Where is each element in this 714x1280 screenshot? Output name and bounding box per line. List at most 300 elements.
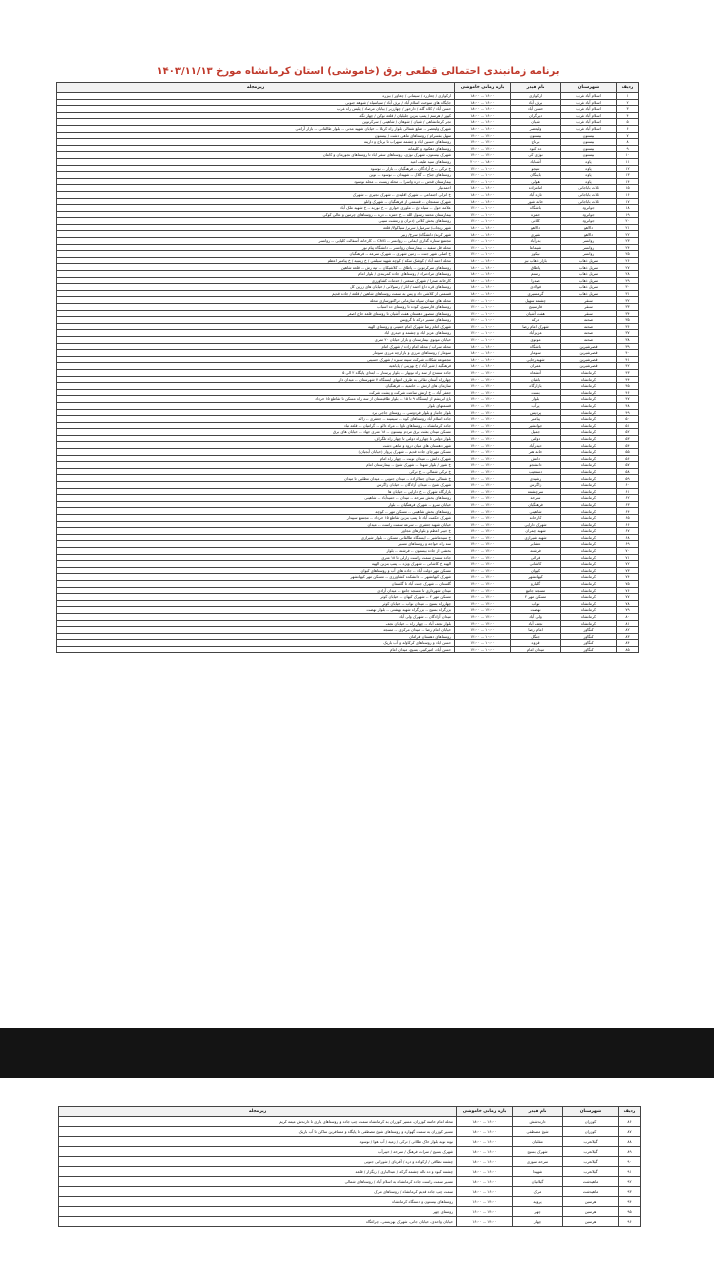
cell-time: ۱۲:۰۰ -- ۱۴:۰۰ (455, 501, 511, 508)
cell-idx: ۸۵ (617, 646, 639, 653)
cell-idx: ۱۲ (617, 165, 639, 172)
cell-feeder: باینگان (511, 172, 561, 179)
cell-region: کارخانه صدرا / شهرک صنعتی / خدمات کشاورزی (57, 277, 455, 284)
cell-time: ۱۲:۰۰ -- ۱۴:۰۰ (455, 600, 511, 607)
cell-time: ۱۶:۰۰ -- ۱۸:۰۰ (455, 119, 511, 126)
cell-county: سرپل ذهاب (561, 257, 617, 264)
cell-time: ۱۶:۰۰ -- ۱۸:۰۰ (455, 112, 511, 119)
cell-region: محله های میدان سپاه سازمانی تراکتورسازی محله (57, 297, 455, 304)
cell-idx: ۵۸ (617, 468, 639, 475)
cell-county: صحنه (561, 330, 617, 337)
cell-region: جاده کرمانشاه -- روستاهای ناوا -- مراد دالو -- گرامیان -- قلعه تباد (57, 422, 455, 429)
cell-county: کرمانشاه (561, 620, 617, 627)
cell-region: چهارراه آستان تقائی به طرف انتهای ایستگاه ۷ شهرستان -- میدان دار (57, 376, 455, 383)
cell-idx: ۸۳ (617, 633, 639, 640)
cell-time: ۱۲:۰۰ -- ۱۴:۰۰ (455, 528, 511, 535)
cell-idx: ۸۲ (617, 627, 639, 634)
cell-county: روانسر (561, 251, 617, 258)
cell-region: چشمه نطاقی / ارکواده و دره / آفرتای / شورابی جنوبی (59, 1157, 457, 1167)
cell-time: ۱۲:۰۰ -- ۱۴:۰۰ (455, 416, 511, 423)
cell-idx: ۵۵ (617, 449, 639, 456)
cell-feeder: سومار (511, 350, 561, 357)
cell-region: محله امام خامنه کوزران، مسیر کوزران به کرمانشاه سمت چپ جاده و روستاهای یاری تا دارندش میمه کریم (59, 1117, 457, 1127)
cell-county: سنقر (561, 310, 617, 317)
cell-region: خ سیدماشیر -- ایستگاه طالقانی مسکن -- بلوار شیرازی (57, 534, 455, 541)
cell-time: ۱۰:۰۰ -- ۱۲:۰۰ (455, 244, 511, 251)
cell-time: ۱۰:۰۰ -- ۱۲:۰۰ (455, 323, 511, 330)
cell-region: بلوار دولتی تا چهارراه دولتی تا چهار راه تلگراف (57, 435, 455, 442)
cell-county: صحنه (561, 336, 617, 343)
cell-time: ۱۰:۰۰ -- ۱۲:۰۰ (455, 627, 511, 634)
cell-time: ۱۲:۰۰ -- ۱۴:۰۰ (455, 402, 511, 409)
cell-idx: ۴۸ (617, 402, 639, 409)
cell-idx: ۸۴ (617, 640, 639, 647)
table-row (57, 185, 639, 192)
cell-county: کرمانشاه (561, 468, 617, 475)
cell-feeder: رستم (511, 271, 561, 278)
cell-feeder: کاشانی (511, 561, 561, 568)
cell-county: پاوه (561, 165, 617, 172)
cell-region: روستاهای بخش شاهینی -- مسکن مهر -- کوچه (57, 508, 455, 515)
table-row (57, 409, 639, 416)
cell-time: ۱۲:۰۰ -- ۱۴:۰۰ (455, 389, 511, 396)
cell-idx: ۷ (617, 132, 639, 139)
table-row (59, 1207, 641, 1217)
cell-region: قسمتی از کلاشی داد و پس به سمت روستاهای شاهین / قلعه / جاده قدیم (57, 290, 455, 297)
cell-idx: ۹۲ (619, 1177, 641, 1187)
table-row (57, 152, 639, 159)
cell-idx: ۲۴ (617, 244, 639, 251)
cell-region: میدان آزادگان -- شهرک ولی آباد (57, 613, 455, 620)
cell-feeder: درکه (511, 317, 561, 324)
table-row (57, 145, 639, 152)
cell-county: ماهیدشت (563, 1177, 619, 1187)
cell-feeder: شیان (511, 119, 561, 126)
cell-time: ۱۲:۰۰ -- ۱۴:۰۰ (455, 488, 511, 495)
cell-county: اسلام آباد غرب (561, 99, 617, 106)
cell-idx: ۲۳ (617, 238, 639, 245)
cell-region: مجموعه شکلات شرکت سپنه سبزه / شهرک حسینی (57, 356, 455, 363)
cell-region: مسیر کوزران به سمت گهواره و روستاهای شیخ مصطفی تا پایگاه و مسافرین ساکن تا آب باریک (59, 1127, 457, 1137)
cell-feeder: نهضت (511, 607, 561, 614)
cell-time: ۱۰:۰۰ -- ۱۲:۰۰ (455, 165, 511, 172)
cell-idx: ۳۳ (617, 304, 639, 311)
cell-idx: ۲۰ (617, 218, 639, 225)
cell-idx: ۸۹ (619, 1147, 641, 1157)
cell-region: حسن اباد و روستاهای کرکاوله و آب باریک (57, 640, 455, 647)
cell-feeder: بیستون (511, 132, 561, 139)
cell-region: قسمتهای بلوار (57, 402, 455, 409)
cell-idx: ۳۴ (617, 310, 639, 317)
cell-time: ۱۰:۰۰ -- ۱۲:۰۰ (455, 238, 511, 245)
cell-region: شهرک شیخ -- میدان آزادگان -- خیابان زاگرس (57, 482, 455, 489)
table-row (57, 607, 639, 614)
cell-idx: ۴۳ (617, 369, 639, 376)
cell-region: میدان شهرداری تا مسجد جامع -- میدان آزادی (57, 587, 455, 594)
cell-feeder: فرشته (511, 547, 561, 554)
cell-county: سرپل ذهاب (561, 277, 617, 284)
table-row (57, 271, 639, 278)
cell-county: بیستون (561, 139, 617, 146)
cell-county: کرمانشاه (561, 475, 617, 482)
cell-feeder: جنگل (511, 633, 561, 640)
cell-time: ۱۶:۰۰ -- ۱۸:۰۰ (455, 350, 511, 357)
table-row (57, 389, 639, 396)
cell-county: قصرشیرین (561, 363, 617, 370)
cell-county: بیستون (561, 132, 617, 139)
cell-feeder: مسجد جامع (511, 587, 561, 594)
cell-region: خیابان شهید جعفری -- سرعه سمت راست -- میدان (57, 521, 455, 528)
cell-region: جاده سنندج سمت راست زارلی تا ۱۸ متری (57, 554, 455, 561)
table-header-row (57, 83, 639, 93)
cell-feeder: کیهانشهر (511, 574, 561, 581)
cell-county: اسلام آباد غرب (561, 112, 617, 119)
cell-county: گیلانغرب (563, 1157, 619, 1167)
cell-region: مسکن مهرچای جاده قدیم -- شهرک پرواز (خیابان آبجیان) (57, 449, 455, 456)
cell-region: علامه حول -- سیاه تخ -- ملوری خواری -- خ نوربه -- خ شهید ملک آباد (57, 205, 455, 212)
table-row (59, 1117, 641, 1127)
cell-idx: ۱۴ (617, 178, 639, 185)
cell-region: روستاهای سید طیف امید (57, 158, 455, 165)
cell-feeder: حیدرآباد (511, 442, 561, 449)
cell-feeder: شهرک دارایی (511, 521, 561, 528)
cell-time: ۱۶:۰۰ -- ۱۸:۰۰ (457, 1137, 513, 1147)
cell-region: خ شمالی میدان جمالزاده -- میدان جنوبی -- میدان مطلبی تا میدان (57, 475, 455, 482)
cell-region: روستاهای جناح -- گلال -- شهیدان -- نوسود -- نوین (57, 172, 455, 179)
cell-county: کنگاور (561, 633, 617, 640)
cell-time: ۱۶:۰۰ -- ۱۸:۰۰ (455, 363, 511, 370)
cell-county: کرمانشاه (561, 607, 617, 614)
cell-time: ۱۰:۰۰ -- ۱۲:۰۰ (455, 172, 511, 179)
cell-feeder: آشناباد (511, 158, 561, 165)
cell-feeder: عزیزآباد (511, 330, 561, 337)
cell-region: روستاهای منصور دهستان هفت آشیان تا روستای قلعه حاج اصغر (57, 310, 455, 317)
cell-region: باغ ابریشم از ایستگاه ۹ تا ۱۵ -- بلوار طاقبستان از سه راه مسکن تا تقاطع ۱۵ خرداد (57, 396, 455, 403)
table-row (57, 396, 639, 403)
cell-time: ۱۲:۰۰ -- ۱۴:۰۰ (455, 442, 511, 449)
cell-idx: ۲۵ (617, 251, 639, 258)
cell-idx: ۴۱ (617, 356, 639, 363)
cell-region: روستاهای حسین اباد و چشمه سهراب تا برناج و دارینه (57, 139, 455, 146)
cell-region: سه راه خواجه و روستاهای مسیر (57, 541, 455, 548)
cell-feeder: مرک (513, 1187, 563, 1197)
cell-region: احمدنیاز (57, 185, 455, 192)
cell-time: ۱۰:۰۰ -- ۱۲:۰۰ (455, 251, 511, 258)
table-row (57, 600, 639, 607)
cell-region: بزرگراه بسیج -- بزرگراه شهید بهشتی -- بلوار نهضت (57, 607, 455, 614)
cell-time: ۱۶:۰۰ -- ۱۸:۰۰ (457, 1187, 513, 1197)
cell-feeder: کیوان (511, 567, 561, 574)
table-row (57, 528, 639, 535)
cell-time: ۱۶:۰۰ -- ۱۸:۰۰ (455, 343, 511, 350)
header-time: بازه زمانی خاموشی (455, 83, 511, 93)
cell-time: ۱۲:۰۰ -- ۱۴:۰۰ (455, 468, 511, 475)
cell-county: بیستون (561, 152, 617, 159)
table-row (57, 99, 639, 106)
cell-idx: ۷۸ (617, 600, 639, 607)
cell-region: بیمارستان قدس -- دره واسرا -- محله زیست -- محله نوسود (57, 178, 455, 185)
table-row (59, 1187, 641, 1197)
table-row (59, 1197, 641, 1207)
cell-region: خیابان واحدی، خیابان جانی، شهرک بهزیستی، چراغگاه (59, 1217, 457, 1227)
cell-idx: ۴۶ (617, 389, 639, 396)
cell-county: گیلانغرب (563, 1167, 619, 1177)
cell-idx: ۸ (617, 139, 639, 146)
cell-idx: ۶۹ (617, 541, 639, 548)
cell-feeder: پردیس (511, 409, 561, 416)
table-row (57, 343, 639, 350)
cell-county: قصرشیرین (561, 356, 617, 363)
cell-county: دالاهو (561, 231, 617, 238)
cell-county: کرمانشاه (561, 547, 617, 554)
table-row (57, 304, 639, 311)
cell-time: ۱۲:۰۰ -- ۱۴:۰۰ (455, 594, 511, 601)
cell-region: جاده اسلام آباد روستاهای کوه -- سیمینه -- جعفری -- زاله (57, 416, 455, 423)
cell-region: روستاهای بیستون و دستگاه کرمانشاه (59, 1197, 457, 1207)
cell-county: کرمانشاه (561, 495, 617, 502)
table-row (57, 277, 639, 284)
table-row (57, 580, 639, 587)
cell-idx: ۹۵ (619, 1207, 641, 1217)
cell-region: بلوار جانباز و بلوار فردوسی -- روستای جاجی برد (57, 409, 455, 416)
cell-time: ۱۲:۰۰ -- ۱۴:۰۰ (455, 462, 511, 469)
cell-time: ۱۶:۰۰ -- ۱۸:۰۰ (457, 1117, 513, 1127)
document-page-2 (0, 1078, 714, 1280)
cell-time: ۱۲:۰۰ -- ۱۴:۰۰ (455, 580, 511, 587)
cell-idx: ۲۷ (617, 264, 639, 271)
table-row (57, 561, 639, 568)
cell-time: ۱۲:۰۰ -- ۱۴:۰۰ (455, 587, 511, 594)
cell-time: ۱۲:۰۰ -- ۱۴:۰۰ (455, 620, 511, 627)
cell-county: کرمانشاه (561, 580, 617, 587)
cell-region: محله احمد آباد / کوشک سکه / کوچه شهید سیلمی / خ زینبیه / خ پیامبر اعظم (57, 257, 455, 264)
cell-county: کرمانشاه (561, 376, 617, 383)
cell-county: اسلام آباد غرب (561, 93, 617, 100)
cell-idx: ۸۷ (619, 1127, 641, 1137)
cell-feeder: ولیعصر (511, 125, 561, 132)
cell-region: تجر کرمانشاهی / شیان / شوهان / شاهینی / سرکرتوین (57, 119, 455, 126)
cell-feeder: سرچشمه (511, 488, 561, 495)
table-row (59, 1137, 641, 1147)
cell-county: کرمانشاه (561, 396, 617, 403)
cell-county: قصرشیرین (561, 350, 617, 357)
cell-county: کرمانشاه (561, 600, 617, 607)
cell-feeder: شهرک بسیج (513, 1147, 563, 1157)
cell-region: خ شور / بلوار شهدا -- شهرک شیخ -- بیمارستان امام (57, 462, 455, 469)
cell-idx: ۹۱ (619, 1167, 641, 1177)
cell-county: هرسین (563, 1207, 619, 1217)
cell-region: شهرک بسیج / سرات فرهنگ / سرخه / خیبرآب (59, 1147, 457, 1157)
table-row (57, 646, 639, 653)
table-row (57, 191, 639, 198)
cell-time: ۱۶:۰۰ -- ۱۸:۰۰ (455, 93, 511, 100)
cell-county: کرمانشاه (561, 442, 617, 449)
cell-idx: ۸۰ (617, 613, 639, 620)
cell-county: جوانرود (561, 205, 617, 212)
cell-idx: ۵۲ (617, 429, 639, 436)
cell-county: کرمانشاه (561, 455, 617, 462)
cell-time: ۱۲:۰۰ -- ۱۴:۰۰ (455, 369, 511, 376)
cell-feeder: رشیدی (511, 475, 561, 482)
cell-region: کیور / هرسم / پمپ بنزین جلیلیان / قلعه نوکن / چهار نگه (57, 112, 455, 119)
table-row (57, 218, 639, 225)
table-row (57, 132, 639, 139)
header-feeder: نام فیدر (513, 1107, 563, 1117)
cell-idx: ۷۳ (617, 567, 639, 574)
cell-county: سرپل ذهاب (561, 284, 617, 291)
cell-time: ۱۶:۰۰ -- ۱۸:۰۰ (455, 125, 511, 132)
cell-county: قصرشیرین (561, 343, 617, 350)
table-row (57, 158, 639, 165)
cell-feeder: قرائی (511, 554, 561, 561)
cell-county: بیستون (561, 145, 617, 152)
cell-time: ۱۰:۰۰ -- ۱۲:۰۰ (455, 218, 511, 225)
cell-county: اسلام آباد غرب (561, 119, 617, 126)
cell-time: ۱۶:۰۰ -- ۱۸:۰۰ (457, 1167, 513, 1177)
cell-idx: ۱۰ (617, 152, 639, 159)
cell-time: ۱۶:۰۰ -- ۱۸:۰۰ (455, 284, 511, 291)
cell-time: ۱۲:۰۰ -- ۱۴:۰۰ (455, 435, 511, 442)
cell-county: کرمانشاه (561, 422, 617, 429)
cell-region: خیابان امام رضا -- میدان مرکزی -- مسجد (57, 627, 455, 634)
header-region: زیرمجله (59, 1107, 457, 1117)
table-row (59, 1147, 641, 1157)
cell-county: کرمانشاه (561, 561, 617, 568)
cell-region: سازمان های ارتش -- خاتمیه -- فرهنگیان (57, 383, 455, 390)
cell-idx: ۲۶ (617, 257, 639, 264)
cell-feeder: دولتی (511, 435, 561, 442)
cell-time: ۱۴:۰۰ -- ۱۶:۰۰ (457, 1207, 513, 1217)
table-row (57, 231, 639, 238)
cell-idx: ۸۸ (619, 1137, 641, 1147)
table-row (57, 251, 639, 258)
cell-feeder: حسن آباد (511, 106, 561, 113)
cell-region: روستاهای عزیز اباد و چشمه و حیدری اباد (57, 330, 455, 337)
cell-idx: ۱۷ (617, 198, 639, 205)
cell-county: کرمانشاه (561, 383, 617, 390)
cell-county: کرمانشاه (561, 567, 617, 574)
cell-time: ۱۰:۰۰ -- ۱۲:۰۰ (455, 205, 511, 212)
table-row (59, 1177, 641, 1187)
table-row (57, 139, 639, 146)
table-row (57, 297, 639, 304)
cell-region: مسکن مهر دولت آباد -- جاده های آب و روستاهای کیوان (57, 567, 455, 574)
cell-region: شهر کرند/ دانشگاه/ سرخ/ زبیر (57, 231, 455, 238)
cell-county: پاوه (561, 172, 617, 179)
cell-feeder: مسکن مهر ۲ (511, 594, 561, 601)
cell-region: خیابان سرو -- شهرک فرهنگیان -- بلوار (57, 501, 455, 508)
cell-idx: ۵۳ (617, 435, 639, 442)
cell-time: ۱۶:۰۰ -- ۱۸:۰۰ (455, 231, 511, 238)
cell-idx: ۴۰ (617, 350, 639, 357)
cell-idx: ۳۶ (617, 323, 639, 330)
cell-time: ۱۲:۰۰ -- ۱۴:۰۰ (455, 547, 511, 554)
cell-region: مسیر سمت راست جاده کرمانشاه به اسلام آباد / روستاهای شمالی (59, 1177, 457, 1187)
cell-feeder: دارندشش (513, 1117, 563, 1127)
header-feeder: نام فیدر (511, 83, 561, 93)
cell-idx: ۹۰ (619, 1157, 641, 1167)
cell-county: کرمانشاه (561, 574, 617, 581)
table-row (57, 93, 639, 100)
cell-idx: ۹۶ (619, 1217, 641, 1227)
cell-region: شهرک سمنجان -- قسمتی از فرهنگیان -- شهرک وانلو (57, 198, 455, 205)
table-row (59, 1157, 641, 1167)
cell-feeder: خانه شور (511, 198, 561, 205)
document-title: برنامه زمانبندی احتمالی قطعی برق (خاموشی) استان کرمانشاه مورخ ۱۴۰۳/۱۱/۱۳ (156, 66, 560, 77)
cell-feeder: چهر (513, 1207, 563, 1217)
cell-feeder: فارسینج (511, 304, 561, 311)
cell-idx: ۳۹ (617, 343, 639, 350)
cell-region: محله قل سفید -- بیمارستان روانسر -- دانشگاه پیام نور (57, 244, 455, 251)
table-row (57, 205, 639, 212)
cell-region: شهرک حکمت آباد تا پمپ بنزین تقاطع ۱۵ خرداد -- مجتمع سپیدار (57, 515, 455, 522)
cell-region: مجتمع ستاره گذاری ایمانی -- روانسر -- CNG -- کارخانه آسفالت کلیایی -- روانسر (57, 238, 455, 245)
cell-region: روستاهای بخش سرخه -- میدان -- حمیدآباد -- شاهینی (57, 495, 455, 502)
cell-time: ۱۲:۰۰ -- ۱۴:۰۰ (455, 383, 511, 390)
table-row (57, 119, 639, 126)
table-row (57, 627, 639, 634)
cell-idx: ۱۳ (617, 172, 639, 179)
cell-time: ۱۲:۰۰ -- ۱۴:۰۰ (455, 607, 511, 614)
cell-region: جایگاه های سوخت اسلام آباد / برف آباد / سیاسیاه / شوهه جنوبی (57, 99, 455, 106)
schedule-table-body (57, 93, 639, 653)
cell-county: کرمانشاه (561, 613, 617, 620)
cell-feeder: بازارگاه (511, 383, 561, 390)
cell-idx: ۶ (617, 125, 639, 132)
cell-feeder: تازه آباد (511, 191, 561, 198)
cell-region: حسن آباد، امیرکبیر، بسیج، میدان امام (57, 646, 455, 653)
cell-idx: ۳۸ (617, 336, 639, 343)
cell-time: ۱۶:۰۰ -- ۱۸:۰۰ (455, 198, 511, 205)
cell-idx: ۱۶ (617, 191, 639, 198)
table-row (57, 567, 639, 574)
cell-feeder: نیکوز (511, 251, 561, 258)
cell-feeder: هفت آشیان (511, 310, 561, 317)
cell-time: ۱۰:۰۰ -- ۱۲:۰۰ (455, 211, 511, 218)
cell-feeder: نواب (511, 600, 561, 607)
cell-feeder: موتوی (511, 336, 561, 343)
cell-idx: ۳۲ (617, 297, 639, 304)
cell-region: شهر ریجاب/ سرمیل/ سربر/ سیاکولا/ قلعه (57, 224, 455, 231)
cell-feeder: امامزاده (511, 185, 561, 192)
cell-time: ۱۶:۰۰ -- ۱۸:۰۰ (457, 1127, 513, 1137)
cell-idx: ۳۱ (617, 290, 639, 297)
cell-region: بلوار نجف آباد -- چهار راه -- خیابان نجف (57, 620, 455, 627)
table-row (57, 554, 639, 561)
table-row (57, 633, 639, 640)
cell-time: ۱۲:۰۰ -- ۱۴:۰۰ (455, 396, 511, 403)
table-row (57, 224, 639, 231)
cell-county: جوانرود (561, 211, 617, 218)
header-idx: ردیف (619, 1107, 641, 1117)
cell-county: کرمانشاه (561, 594, 617, 601)
cell-feeder: شهرک امام رضا (511, 323, 561, 330)
cell-region: محله سراب / محله امام زاده / شهرک امام (57, 343, 455, 350)
cell-feeder: باشگاه (511, 205, 561, 212)
table-row (57, 475, 639, 482)
table-row (57, 310, 639, 317)
cell-feeder: خانه هنر (511, 449, 561, 456)
cell-idx: ۶۴ (617, 508, 639, 515)
cell-region: گلستان -- شهرک جنت آباد تا گلستان (57, 580, 455, 587)
cell-feeder: پرآب (511, 402, 561, 409)
cell-county: هرسین (563, 1197, 619, 1207)
cell-feeder: صدرا (511, 277, 561, 284)
cell-county: کرمانشاه (561, 501, 617, 508)
cell-county: کرمانشاه (561, 541, 617, 548)
cell-feeder: شیخ مصطفی (513, 1127, 563, 1137)
cell-region: شهرک بیستون، شهرک نوژی، روستاهای سفر اباد تا روستاهای نجورمان و کانتان (57, 152, 455, 159)
